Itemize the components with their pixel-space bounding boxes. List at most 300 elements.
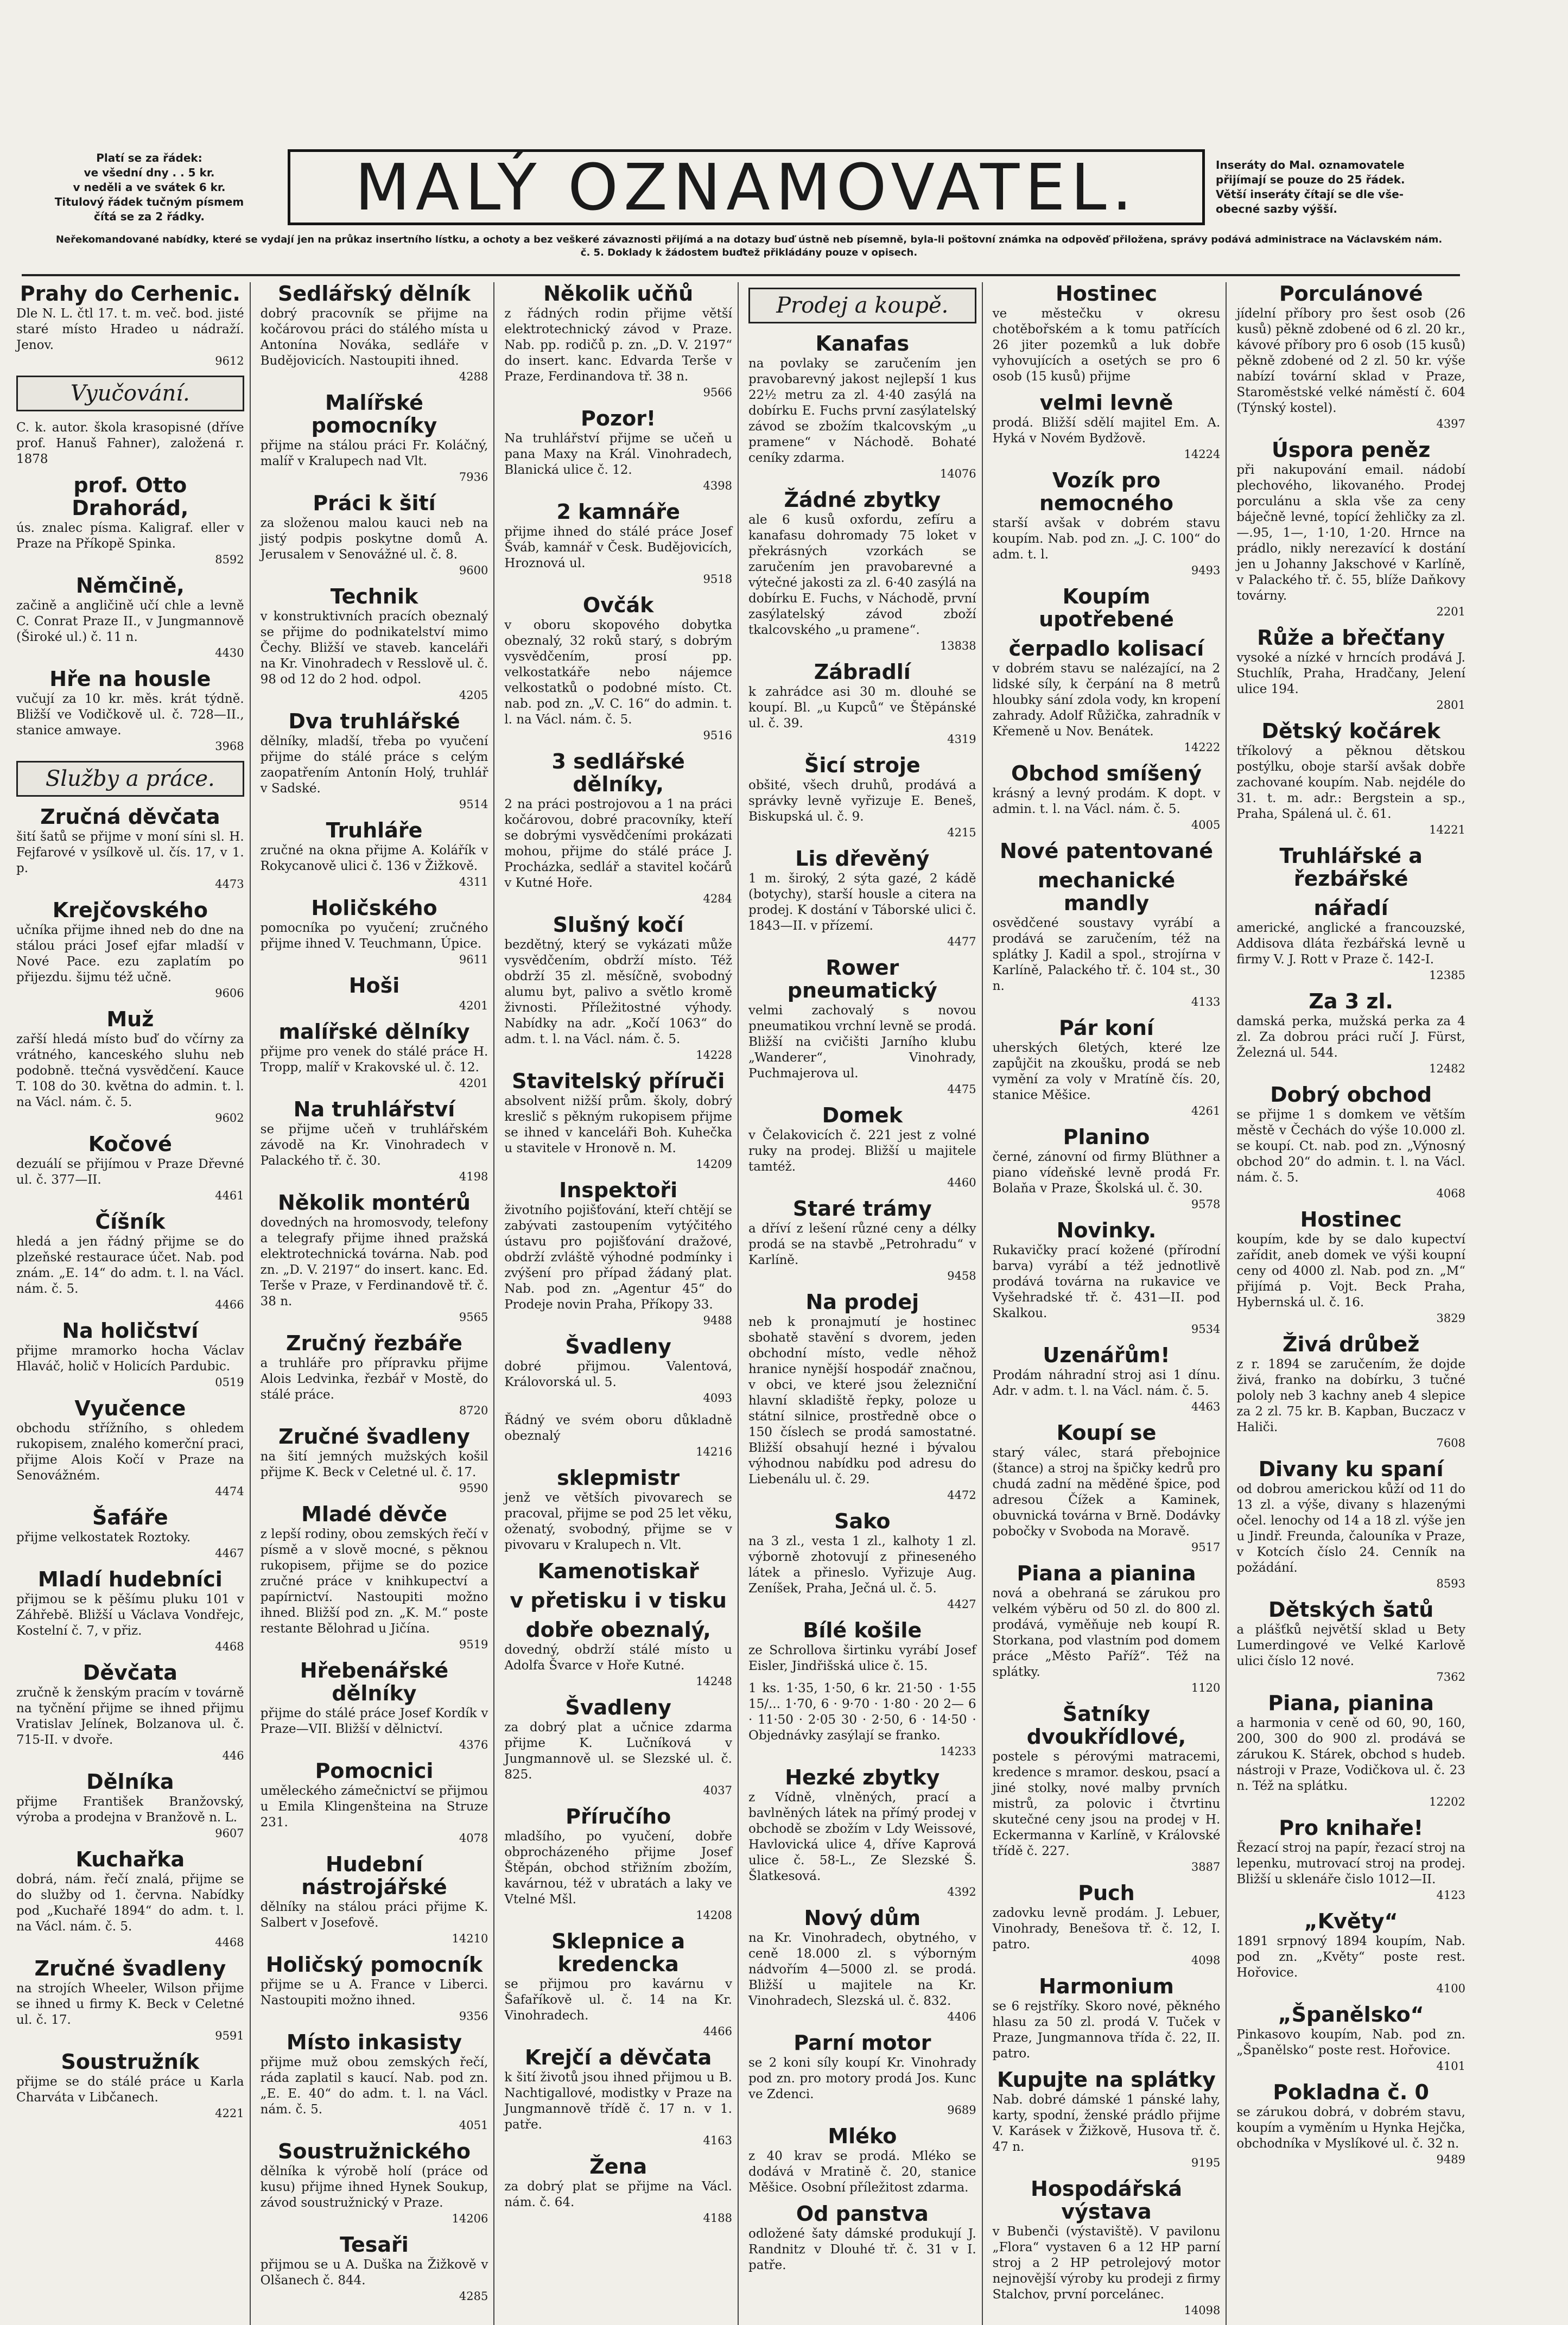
ad-text: Dle N. L. čtl 17. t. m. več. bod. jisté staré místo Hradeo u nádraží. Jenov. [16,307,244,352]
classified-ad [1236,282,1465,432]
ad-heading: Švadleny [565,1335,671,1358]
ad-heading: Dětský kočárek [1261,719,1440,743]
rates-line: v neděli a ve svátek 6 kr. [73,180,226,194]
ad-text: přijme pro venek do stálé práce H. Tropp, malíř v Krakovské ul. č. 12. [260,1045,488,1075]
ad-heading: Hře na housle [49,667,211,691]
ad-heading: Vozík pro nemocného [1039,468,1174,515]
ad-number: 9600 [459,564,488,577]
ad-heading: Několik učňů [543,282,694,306]
ad-heading: Zručné švadleny [34,1956,226,1980]
ad-text: a truhláře pro přípravku přijme Alois Ledvinka, řezbář v Mostě, do stálé práce. [260,1356,488,1402]
ad-number: 4430 [215,646,244,659]
ad-text: 1 m. široký, 2 sýta gazé, 2 kádě (botychy), starší housle a citera na prodej. K dostání v Táborské ulici č. 1843—II. v přízemí. [748,872,976,933]
ad-text: Pinkasovo koupím, Nab. pod zn. „Španělsko“ poste rest. Hořovice. [1236,2028,1465,2057]
ad-text: a plášťků největší sklad u Bety Lumerdingové ve Velké Karlově ulici číslo 12 nové. [1236,1623,1465,1668]
ad-text: nová a obehraná se zárukou pro velkém výběru od 50 zl. do 800 zl. prodává, vyměňuje neb koupí R. Storkana, pod vlastním pod domem práce „Město Paříž“. Též na splátky. [992,1586,1221,1679]
ad-number: 14206 [452,2212,488,2225]
ad-heading: Planino [1063,1125,1150,1149]
ad-heading: Pokladna č. 0 [1273,2080,1429,2104]
ad-heading: Hřebenářské dělníky [300,1659,449,1705]
ad-text: k šití životů jsou ihned přijmou u B. Nachtigallové, modistky v Praze na Jungmannově třídě č. 17 n. v 1. patře. [504,2070,732,2132]
classified-ad [16,574,244,661]
ad-heading: Místo inkasisty [286,2030,462,2054]
classified-ad [1236,844,1465,890]
ad-number: 4460 [947,1176,976,1189]
ad-heading: Lis dřevěný [795,847,930,871]
ad-heading: Divany ku spaní [1258,1457,1444,1481]
ad-number: 4068 [1436,1187,1465,1200]
ad-text: uměleckého zámečnictví se přijmou u Emila Klingenšteina na Struze 231. [260,1784,488,1829]
ad-heading: Příručího [566,1805,671,1828]
classified-ad [993,469,1221,579]
ad-number: 12202 [1429,1795,1465,1808]
section-heading: Služby a práce. [16,761,244,797]
ad-number: 9590 [459,1482,488,1495]
section-heading: Vyučování. [16,376,244,411]
ad-number: 4467 [215,1547,244,1560]
ad-heading: Porculánové [1279,282,1423,306]
ad-text: přijme František Branžovský, výroba a prodejna v Branžově n. L. [16,1795,244,1825]
classified-ad [504,1560,732,1583]
ad-text: přijme na stálou práci Fr. Koláčný, malíř v Kralupech nad Vlt. [260,439,488,468]
ad-heading: Krejčí a děvčata [524,2046,712,2069]
ad-number: 4427 [947,1598,976,1611]
ad-info-line: Inseráty do Mal. oznamovatele [1216,158,1405,171]
ad-heading: Šicí stroje [804,753,921,777]
classified-ad [1236,1692,1465,1810]
ad-number: 2801 [1436,698,1465,712]
ad-number: 14221 [1429,823,1465,836]
column-1 [11,282,251,2325]
ad-number: 446 [222,1749,244,1762]
ad-heading: Vyučence [74,1396,186,1420]
classified-ad [261,1098,488,1185]
ad-number: 14076 [939,467,976,480]
classified-ad [993,2177,1221,2318]
ad-number: 9493 [1191,564,1221,577]
ad-text: přijme mramorko hocha Václav Hlaváč, holič v Holicích Pardubic. [16,1344,244,1374]
classified-ad [993,1126,1221,1212]
ad-heading: Obchod smíšený [1011,761,1202,785]
ad-number: 9458 [947,1269,976,1282]
classified-ad [993,1017,1221,1119]
ad-heading: Zručný řezbáře [286,1331,462,1355]
classified-ad [748,2031,976,2118]
ad-heading: Děvčata [82,1661,177,1685]
classified-ad [993,1882,1221,1968]
ad-text: dělníky na stálou práci přijme K. Salbert v Josefově. [260,1900,488,1930]
classified-ad [504,1696,732,1799]
classified-ad [1236,1598,1465,1685]
ad-text: na šití jemných mužských košil přijme K. Beck v Celetné ul. č. 17. [260,1450,488,1479]
ad-text: 1 ks. 1·35, 1·50, 6 kr. 21·50 · 1·55 15/... 1·70, 6 · 9·70 · 1·80 · 20 2— 6 · 11·50 · 2·05 30 · 2·50, 6 · 14·50 · Objednávky zasýlají se franko. [748,1681,976,1743]
classified-ad [261,710,488,812]
classified-ad [261,391,488,485]
ad-heading: Sedlářský dělník [277,282,471,306]
ad-text: z r. 1894 se zaručením, že dojde živá, franko na dobírku, 3 tučné pololy neb 3 kachny aneb 4 slepice za 2 zl. 75 kr. B. Kapban, Buczacz v Haliči. [1236,1357,1465,1434]
ad-number: 4319 [947,733,976,746]
classified-ad [504,1070,732,1172]
ad-number: 4123 [1436,1889,1465,1902]
ad-info-line: Větší inseráty čítají se dle vše- [1216,188,1404,201]
ad-number: 4473 [215,878,244,891]
ad-text: odložené šaty dámské produkují J. Randnitz v Dlouhé tř. č. 31 v I. patře. [748,2227,976,2272]
ad-text: se přijme 1 s domkem ve větším městě v Čechách do výše 10.000 zl. se koupí. Ct. nab. pod zn. „Výnosný obchod 20“ do admin. t. l. na Václ. nám. č. 5. [1236,1108,1465,1185]
classified-ad [504,1335,732,1406]
rates-box [22,151,277,224]
ad-heading: Sako [834,1509,891,1533]
classified-ad [504,1930,732,2040]
ad-heading: Kuchařka [75,1847,185,1871]
newspaper-title: MALÝ OZNAMOVATEL. [354,150,1138,225]
ad-number: 4463 [1191,1400,1221,1413]
ad-number: 14208 [696,1909,732,1922]
ad-text: v oboru skopového dobytka obeznalý, 32 roků starý, s dobrým vysvědčením, prosí pp. velkostatkáře nebo nájemce velkostatků o podobné místo. Ct. nab. pod zn. „V. C. 16“ do admin. t. l. na Václ. nám. č. 5. [504,618,732,727]
ad-number: 12482 [1429,1062,1465,1075]
ad-number: 4205 [459,689,488,702]
ad-heading: Truhlářské a řezbářské [1279,844,1423,891]
ad-number: 4005 [1191,818,1221,831]
classified-ad [261,282,488,385]
ad-number: 4221 [215,2107,244,2120]
ad-heading: Mléko [828,2124,897,2148]
classified-ad [261,819,488,890]
ad-text: z Vídně, vlněných, prací a bavlněných látek na přímý prodej v obchodě se zbožím v Ldy Weissové, Havlovická ulice 4, dříve Kaprová ulice č. 58-L., Ze Slezské Š. Šlatkesová. [748,1790,976,1883]
ad-text: se 2 koni síly koupí Kr. Vinohrady pod zn. pro motory prodá Jos. Kunc ve Zdenci. [748,2056,976,2101]
ad-number: 4376 [459,1738,488,1751]
ad-number: 9518 [703,573,732,586]
classified-ad [993,1219,1221,1337]
ad-text: pomocníka po vyučení; zručného přijme ihned V. Teuchmann, Úpice. [260,921,488,951]
ad-number: 9514 [459,798,488,811]
ad-heading: Pozor! [581,406,656,430]
ad-text: v dobrém stavu se nalézající, na 2 lidské síly, k čerpání na 8 metrů hloubky sání zdola vody, kn kropení zahrady. Adolf Růžička, zahradník v Křemeně u Nov. Benátek. [992,662,1221,739]
ad-heading: Švadleny [565,1695,671,1719]
ad-number: 9488 [703,1314,732,1327]
classified-ad [261,2233,488,2304]
ad-number: 4078 [459,1832,488,1845]
ad-number: 4093 [703,1392,732,1405]
ad-text: na Kr. Vinohradech, obytného, v ceně 18.000 zl. s výborným nádvořím 4—5000 zl. se prodá. Bližší u majitele na Kr. Vinohradech, Slezská ul. č. 832. [748,1931,976,2008]
classified-ad [504,913,732,1063]
ad-heading: Nový dům [804,1906,921,1930]
ad-heading: mechanické mandly [1037,868,1176,915]
classified-ad [748,754,976,841]
classified-ad [504,282,732,401]
ad-columns [11,282,1471,2317]
ad-text: jenž ve větších pivovarech se pracoval, přijme se pod 25 let věku, oženatý, svobodný, přijme se v pivovaru v Kralupech n. Vlt. [504,1491,732,1552]
ad-text: Nab. dobré dámské 1 pánské lahy, karty, spodní, ženské prádlo přijme V. Karásek v Žižkově, Husova tř. č. 47 n. [992,2093,1221,2154]
ad-text: zadovku levně prodám. J. Lebuer, Vinohrady, Benešova tř. č. 12, I. patro. [992,1906,1221,1952]
classified-ad [261,897,488,968]
ad-number: 4466 [703,2025,732,2038]
ad-heading: Soustružnického [277,2139,471,2163]
ad-heading: Práci k šití [313,491,436,515]
ad-number: 4406 [947,2010,976,2023]
ad-text: za složenou malou kauci neb na jistý podpis poskytne domů A. Jerusalem v Senovážné ul. č. 8. [260,516,488,562]
ad-heading: Sklepnice a kredencka [551,1929,685,1976]
ad-text: ale 6 kusů oxfordu, zefíru a kanafasu dohromady 75 loket v překrásných vzorkách se zaručením jen pravobarevné a výtečné jakosti za zl. 6·40 zasýlá na dobírku E. Fuchs, v Náchodě, první zasýlatelský závod zboží tkalcovského „u pramene“. [748,513,976,637]
ad-number: 9566 [703,386,732,399]
ad-number: 3829 [1436,1312,1465,1325]
ad-heading: Dobrý obchod [1270,1083,1432,1107]
ad-heading: Pomocnici [315,1759,434,1783]
ad-text: dobrý pracovník se přijme na kočárovou práci do stálého místa u Antonína Nováka, sedláře v Budějovicích. Nastoupiti ihned. [260,307,488,368]
ad-text: zručně k ženským pracím v továrně na tyčnění přijme se ihned přijmu Vratislav Jelínek, Bolzanova ul. č. 715-II. v dvoře. [16,1686,244,1747]
classified-ad [993,762,1221,833]
ad-text: neb k pronajmutí je hostinec sbohatě stavění s dvorem, jeden obchodní místo, vedle něhož hranice nynější hospodář značnou, v obci, ve které jsou železniční hlavní skladiště řepky, poloze u státní silnice, prostředně obce o 150 číslech se prodá samostatné. Bližší obsahují hezné i bývalou výhodnou nabídku pod adresu do Liebenálu ul. č. 29. [748,1315,976,1487]
classified-ad [16,668,244,754]
ad-number: 4472 [947,1489,976,1502]
ad-heading: Pár koní [1059,1016,1154,1040]
ad-heading: Muž [106,1007,154,1031]
rates-line: čítá se za 2 řádky. [94,209,205,223]
ad-text: velmi zachovalý s novou pneumatikou vrchní levně se prodá. Bližší na cvičišti Jarního klubu „Wanderer“, Vinohrady, Puchmajerova ul. [748,1003,976,1081]
ad-text: damská perka, mužská perka za 4 zl. Za dobrou práci ručí J. Fürst, Železná ul. 544. [1236,1014,1465,1060]
classified-ad [504,1618,732,1689]
ad-heading: Domek [822,1103,903,1127]
ad-number: 4285 [459,2290,488,2303]
ad-number: 9519 [459,1638,488,1651]
ad-number: 0519 [215,1376,244,1389]
ad-number: 4398 [703,479,732,492]
column-3 [499,282,739,2325]
ad-number: 4037 [703,1784,732,1797]
ad-text: dobrá, nám. řečí znalá, přijme se do služby od 1. června. Nabídky pod „Kuchařé 1894“ do adm. t. l. na Václ. nám. č. 5. [16,1872,244,1934]
classified-ad [16,1957,244,2044]
classified-ad [748,1510,976,1612]
ad-number: 4100 [1436,1982,1465,1995]
ad-text: v Čelakovicích č. 221 jest z volné ruky na prodej. Bližší u majitele tamtéž. [748,1128,976,1174]
ad-heading: Soustružník [61,2050,200,2074]
ad-number: 14233 [939,1745,976,1758]
classified-ad [748,1104,976,1191]
classified-ad [748,1619,976,1674]
classified-ad [748,332,976,482]
ad-heading: Koupí se [1056,1421,1157,1445]
ad-text: šití šatů se přijme v moní síni sl. H. Fejfarové v ysílkově ul. čís. 17, v 1. p. [16,830,244,875]
ad-number: 9517 [1191,1541,1221,1554]
ad-heading: Němčině, [75,574,185,598]
ad-text: starší avšak v dobrém stavu koupím. Nab. pod zn. „J. C. 100“ do adm. t. l. [992,516,1221,562]
ad-heading: 2 kamnáře [556,500,680,524]
ad-number: 14209 [696,1158,732,1171]
ad-text: 1891 srpnový 1894 koupím, Nab. pod zn. „Květy“ poste rest. Hořovice. [1236,1934,1465,1980]
classified-ad [261,974,488,1014]
classified-ad [261,1332,488,1419]
ad-heading: Šatníky dvoukřídlové, [1026,1702,1186,1749]
classified-ad [993,282,1221,385]
classified-ad [16,1661,244,1764]
classified-ad [16,474,244,568]
ad-text: absolvent nižší prům. školy, dobrý kreslič s pěkným rukopisem přijme se ihned v kanceláři Boh. Kuhečka u stavitele v Hronově n. M. [504,1094,732,1155]
ad-heading: prof. Otto Drahorád, [72,473,189,520]
ad-text: přijme velkostatek Roztoky. [16,1530,191,1545]
classified-ad [261,1759,488,1846]
ad-number: 4468 [215,1640,244,1653]
ad-text: C. k. autor. škola krasopisné (dříve prof. Hanuš Fahner), založená r. 1878 [16,421,244,466]
ad-heading: Živá drůbež [1283,1332,1420,1356]
ad-heading: Žena [589,2155,647,2178]
ad-number: 7936 [459,471,488,484]
classified-ad [504,2046,732,2149]
ad-number: 14210 [452,1932,488,1945]
ad-text: učníka přijme ihned neb do dne na stálou práci Josef ejfar mladší v Nové Pace. ezu zaplatím po přijezdu. šijmu též učně. [16,923,244,984]
classified-ad [748,488,976,654]
ad-number: 9565 [459,1311,488,1324]
column-6 [1231,282,1471,2325]
ad-heading: Zábradlí [814,660,911,684]
ad-text: obchodu střížního, s ohledem rukopisem, znalého komerční praci, přijme Alois Kočí v Praze na Senovážném. [16,1421,244,1483]
ad-heading: Kupujte na splátky [997,2068,1216,2092]
ad-text: prodá. Bližší sdělí majitel Em. A. Hyká v Novém Bydžově. [992,416,1221,446]
ad-text: ve městečku v okresu chotěbořském a k tomu patřících 26 jiter pozemků a luk dobře vyhovujících a osetých se pro 6 osob (15 kusů) přijme [992,307,1221,384]
ad-number: 8592 [215,553,244,566]
ad-heading: Hospodářská výstava [1031,2177,1182,2224]
classified-ad [993,1975,1221,2062]
ad-heading: „Květy“ [1304,1909,1398,1933]
ad-number: 4201 [459,1077,488,1090]
classified-ad [16,282,244,369]
ad-text: Na truhlářství přijme se učeň u pana Maxy na Král. Vinohradech, Blanická ulice č. 12. [504,431,732,477]
ad-text: na 3 zl., vesta 1 zl., kalhoty 1 zl. výborně zhotovují z přineseného látek a přineslo. Vyřizuje Aug. Zeníšek, Praha, Ječná ul. č. 5. [748,1534,976,1596]
ad-number: 4198 [459,1170,488,1183]
ad-text: ze Schrollova širtinku vyrábí Josef Eisler, Jindřišská ulice č. 15. [748,1643,976,1673]
ad-number: 9612 [215,354,244,367]
ad-text: přijme do stálé práce Josef Kordík v Praze—VII. Bližší v dělnictví. [260,1706,488,1736]
ad-heading: Krejčovského [52,898,208,922]
ad-heading: čerpadlo kolisací [1008,637,1204,660]
ad-number: 9689 [947,2104,976,2117]
ad-heading: Růže a břečťany [1257,626,1445,650]
ad-number: 4098 [1191,1954,1221,1967]
ad-heading: Dělníka [86,1770,174,1794]
ad-heading: Pro knihaře! [1279,1816,1424,1840]
ad-text: při nakupování email. nádobí plechového, likovaného. Prodej porculánu a skla vše za ceny báječně levné, topící žehličky za zl. —.95, 1—, 1·10, 1·20. Hrnce na prádlo, nikly nerezavící k dostání jen u Johanny Jakschové v Karlíně, v Palackého tř. č. 55, blíže Daňkovy továrny. [1236,463,1465,603]
ad-heading: Hoši [348,974,400,998]
ad-text: začině a angličině učí chle a levně C. Conrat Praze II., v Jungmannově (Široké ul.) č. 11 n. [16,599,244,644]
ad-heading: sklepmistr [557,1466,680,1490]
ad-heading: Novinky. [1056,1218,1157,1242]
ad-heading: Staré trámy [792,1197,932,1221]
classified-ad [1236,2003,1465,2074]
ad-heading: Koupím upotřebené [1039,585,1174,631]
classified-ad [16,1133,244,1204]
classified-ad [261,2140,488,2227]
ad-heading: Stavitelský příruči [512,1069,725,1093]
classified-ad [504,1466,732,1553]
classified-ad [504,1805,732,1923]
ad-heading: Mladí hudebníci [37,1567,223,1591]
classified-ad [993,637,1221,755]
ad-text: přijme muž obou zemských řečí, ráda zaplatil s kaucí. Nab. pod zn. „E. E. 40“ do adm. t. l. na Václ. nám. č. 5. [260,2055,488,2117]
ad-text: dovedný, obdrží stálé místo u Adolfa Švarce v Hoře Kutné. [504,1643,732,1673]
ad-text: z řádných rodin přijme větší elektrotechnický závod v Praze. Nab. pp. rodičů p. zn. „D. V. 2197“ do insert. kanc. Edvarda Terše v Praze, Ferdinandova tř. 38 n. [504,307,732,384]
classified-ad [504,500,732,587]
ad-text: přijme ihned do stálé práce Josef Šváb, kamnář v Česk. Budějovicích, Hroznová ul. [504,525,732,570]
ad-heading: Na truhlářství [293,1097,455,1121]
classified-ad [748,847,976,950]
ad-number: 9607 [215,1827,244,1840]
ad-heading: Hostinec [1300,1208,1402,1231]
ad-heading: Nové patentované [999,839,1213,863]
classified-ad [16,899,244,1001]
ad-heading: Kamenotiskař [537,1559,699,1583]
classified-ad [1236,439,1465,620]
classified-ad [1236,720,1465,838]
ad-heading: Úspora peněz [1272,438,1431,462]
ad-heading: Hudební nástrojářské [301,1852,447,1899]
ad-text: se zárukou dobrá, v dobrém stavu, koupím a vyměním u Hynka Hejčka, obchodníka v Myslíkové ul. č. 32 n. [1236,2105,1465,2151]
ad-heading: Parní motor [793,2031,931,2055]
ad-text: Řezací stroj na papír, řezací stroj na lepenku, mutrovací stroj na prodej. Bližší u sklenáře čislo 1012—II. [1236,1841,1465,1886]
ad-number: 9578 [1191,1198,1221,1211]
classified-ad [1236,990,1465,1077]
ad-text: z 40 krav se prodá. Mléko se dodává v Mratině č. 20, stanice Měšice. Osobní příležitost zdarma. [748,2149,976,2195]
classified-ad [748,1907,976,2025]
ad-number: 9534 [1191,1323,1221,1336]
ad-number: 3887 [1191,1860,1221,1873]
classified-ad [504,750,732,907]
ad-heading: Inspektoři [559,1178,678,1202]
classified-ad [16,1506,244,1561]
classified-ad [993,1344,1221,1415]
ad-heading: Malířské pomocníky [311,391,437,437]
ad-heading: „Španělsko“ [1278,2003,1424,2027]
ad-number: 4392 [947,1885,976,1898]
ad-number: 14098 [1184,2304,1221,2317]
ad-heading: Holičský pomocník [265,1953,483,1977]
classified-ad [504,1589,732,1612]
classified-ad [16,1770,244,1841]
ad-text: přijmou se k pěšímu pluku 101 v Záhřebě. Bližší u Václava Vondřejc, Kostelní č. 7, v přiz. [16,1592,244,1638]
ad-text: starý válec, stará přebojnice (štance) a stroj na špičky kedrů pro chudá zadní na měděné špice, pod adresou Čížek a Kaminek, obuvnická továrna v Brně. Dodávky pobočky v Svoboda na Moravě. [992,1446,1221,1539]
classified-ad [993,1562,1221,1696]
ad-number: 4284 [703,892,732,905]
ad-heading: Holičského [311,896,437,920]
ad-heading: Číšník [95,1210,166,1234]
rates-line: Titulový řádek tučným písmem [54,195,244,208]
ad-heading: Bílé košile [803,1618,922,1642]
ad-text: na povlaky se zaručením jen pravobarevný jakost nejlepší 1 kus 22½ metru za zl. 4·40 zasýlá na dobírku E. Fuchs první zasýlatelský závod se zbožím tkalcovským „u pramene“ v Náchodě. Bohaté ceníky zdarma. [748,357,976,465]
ad-heading: Dva truhlářské [288,709,460,733]
ad-heading: Hezké zbytky [785,1765,940,1789]
ad-heading: Od panstva [796,2202,929,2226]
ad-text: Prodám náhradní stroj asi 1 dínu. Adr. v adm. t. l. na Václ. nám. č. 5. [992,1368,1221,1398]
header-rule [22,274,1460,276]
ad-text: osvědčené soustavy vyrábí a prodává se zaručením, též na splátky J. Kadil a spol., strojírna v Karlíně, Palackého tř. č. 104 st., 30 n. [992,916,1221,993]
ad-heading: Slušný kočí [553,913,684,937]
ad-number: 8593 [1436,1577,1465,1590]
ad-number: 3968 [215,740,244,753]
classified-ad [261,1425,488,1496]
ad-number: 12385 [1429,969,1465,982]
ad-text: ús. znalec písma. Kaligraf. eller v Praze na Příkopě Spinka. [16,521,244,551]
ad-text: k zahrádce asi 30 m. dlouhé se koupí. Bl. „u Kupců“ ve Štěpánské ul. č. 39. [748,685,976,730]
classified-ad [504,1179,732,1329]
ad-number: 9195 [1191,2156,1221,2169]
ad-text: tříkolový a pěknou dětskou postýlku, oboje starší avšak dobře zachované koupím. Nab. nejdéle do 31. t. m. adr.: Bergstein a sp., Praha, Spálená ul. č. 61. [1236,744,1465,821]
ad-heading: Žádné zbytky [784,488,941,512]
rates-line: ve všední dny . . 5 kr. [84,166,215,179]
classified-ad [261,585,488,703]
ad-heading: Zručné švadleny [278,1425,470,1449]
classified-ad [261,1659,488,1753]
ad-number: 14222 [1184,741,1221,754]
column-2 [255,282,495,2325]
ad-number: 4133 [1191,995,1221,1008]
ad-heading: Tesaři [340,2233,409,2257]
